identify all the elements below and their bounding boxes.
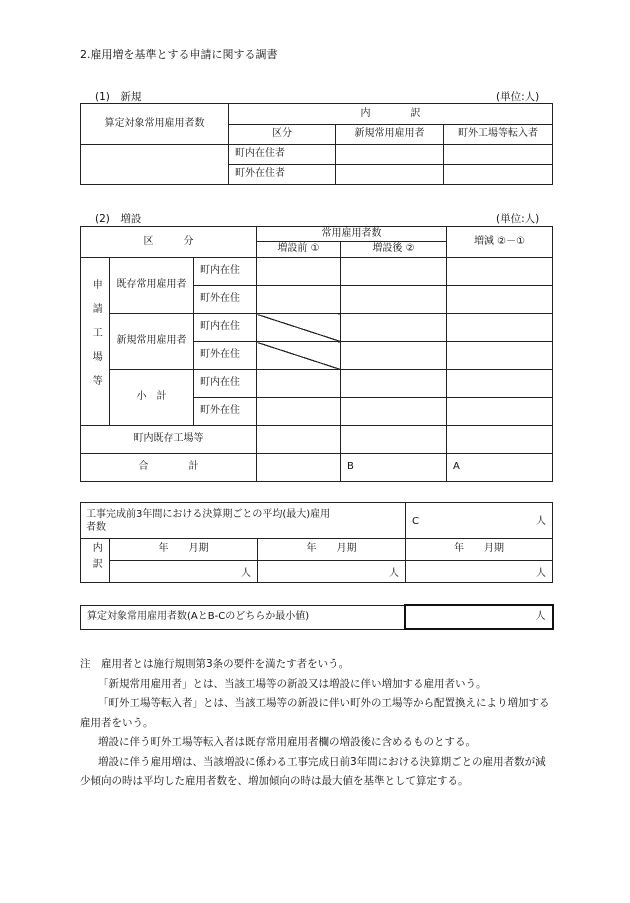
after-header: 増設後 ② bbox=[341, 242, 447, 258]
subtotal-in-before[interactable] bbox=[257, 370, 341, 398]
section1-unit: (単位:人) bbox=[496, 91, 540, 103]
residence-out-town: 町外在住 bbox=[194, 398, 257, 426]
new-out-after[interactable] bbox=[341, 342, 447, 370]
cell-new-in-town[interactable] bbox=[336, 145, 444, 165]
category-header: 区 分 bbox=[81, 227, 257, 258]
employee-count-header: 常用雇用者数 bbox=[257, 227, 447, 242]
expansion-table bbox=[80, 226, 553, 482]
new-in-before-crossed bbox=[257, 314, 341, 342]
section2-heading: (2) 増設 bbox=[95, 213, 142, 225]
existing-factory-before[interactable] bbox=[257, 426, 341, 454]
subtotal-in-after[interactable] bbox=[341, 370, 447, 398]
unit-person: 人 bbox=[536, 516, 546, 527]
cell-new-out-town[interactable] bbox=[336, 165, 444, 185]
total-label: 合 計 bbox=[81, 454, 257, 482]
note-2: 「新規常用雇用者」とは、当該工場等の新設又は増設に伴い増加する雇用者いう。 bbox=[98, 677, 487, 690]
existing-factory-change[interactable] bbox=[447, 426, 553, 454]
final-target-value[interactable]: 人 bbox=[405, 605, 553, 629]
applicant-factory-label: 申請工場等 bbox=[81, 258, 110, 426]
breakdown-side-label: 内訳 bbox=[81, 539, 110, 583]
total-before[interactable] bbox=[257, 454, 341, 482]
new-in-after[interactable] bbox=[341, 314, 447, 342]
subtotal-out-change[interactable] bbox=[447, 398, 553, 426]
new-employee-header: 新規常用雇用者 bbox=[336, 125, 444, 145]
average-employees-table bbox=[80, 502, 553, 539]
cell-transfer-out-town[interactable] bbox=[444, 165, 553, 185]
period-1-count[interactable]: 人 bbox=[110, 561, 258, 583]
section2-unit: (単位:人) bbox=[496, 213, 540, 225]
existing-in-before[interactable] bbox=[257, 258, 341, 286]
breakdown-periods-table bbox=[80, 538, 553, 583]
transfer-header: 町外工場等転入者 bbox=[444, 125, 553, 145]
total-change-mark-a[interactable]: A bbox=[447, 454, 553, 482]
section1-heading: (1) 新規 bbox=[95, 91, 142, 103]
period-3[interactable]: 年 月期 bbox=[406, 539, 553, 561]
new-employees-label: 新規常用雇用者 bbox=[110, 314, 194, 370]
existing-out-before[interactable] bbox=[257, 286, 341, 314]
notes bbox=[80, 655, 555, 792]
document-title: 2.雇用増を基準とする申請に関する調書 bbox=[80, 48, 278, 61]
existing-factory-after[interactable] bbox=[341, 426, 447, 454]
row-resident-in-town: 町内在住者 bbox=[229, 145, 336, 165]
note-1: 注 雇用者とは施行規則第3条の要件を満たす者をいう。 bbox=[80, 658, 350, 670]
residence-out-town: 町外在住 bbox=[194, 342, 257, 370]
note-4: 増設に伴う町外工場等転入者は既存常用雇用者欄の増設後に含めるものとする。 bbox=[98, 736, 476, 748]
new-out-change[interactable] bbox=[447, 342, 553, 370]
new-out-before-crossed bbox=[257, 342, 341, 370]
existing-employees-label: 既存常用雇用者 bbox=[110, 258, 194, 314]
target-employees-label: 算定対象常用雇用者数 bbox=[81, 104, 229, 145]
average-employees-value[interactable] bbox=[406, 503, 553, 539]
subtotal-out-before[interactable] bbox=[257, 398, 341, 426]
existing-factory-label: 町内既存工場等 bbox=[81, 426, 257, 454]
note-3: 「町外工場等転入者」とは、当該工場等の新設に伴い町外の工場等から配置換えにより増加する雇用者をいう。 bbox=[80, 697, 550, 729]
period-2-count[interactable]: 人 bbox=[258, 561, 406, 583]
before-header: 増設前 ① bbox=[257, 242, 341, 258]
final-target-label: 算定対象常用雇用者数(AとB-Cのどちらか最小値) bbox=[81, 605, 405, 629]
period-2[interactable]: 年 月期 bbox=[258, 539, 406, 561]
note-5: 増設に伴う雇用増は、当該増設に係わる工事完成日前3年間における決算期ごとの雇用者数が減少傾向の時は平均した雇用者数を、増加傾向の時は最大値を基準として算定する。 bbox=[80, 755, 546, 787]
residence-in-town: 町内在住 bbox=[194, 258, 257, 286]
period-3-count[interactable]: 人 bbox=[406, 561, 553, 583]
category-header: 区分 bbox=[229, 125, 336, 145]
target-employees-value[interactable] bbox=[81, 145, 229, 185]
existing-out-change[interactable] bbox=[447, 286, 553, 314]
period-1[interactable]: 年 月期 bbox=[110, 539, 258, 561]
new-in-change[interactable] bbox=[447, 314, 553, 342]
cell-transfer-in-town[interactable] bbox=[444, 145, 553, 165]
mark-c: C bbox=[412, 516, 419, 527]
existing-out-after[interactable] bbox=[341, 286, 447, 314]
row-resident-out-town: 町外在住者 bbox=[229, 165, 336, 185]
residence-out-town: 町外在住 bbox=[194, 286, 257, 314]
subtotal-out-after[interactable] bbox=[341, 398, 447, 426]
new-table bbox=[80, 103, 553, 185]
residence-in-town: 町内在住 bbox=[194, 370, 257, 398]
final-target-table bbox=[80, 604, 554, 630]
average-employees-label: 工事完成前3年間における決算期ごとの平均(最大)雇用者数 bbox=[81, 503, 406, 539]
existing-in-after[interactable] bbox=[341, 258, 447, 286]
subtotal-label: 小 計 bbox=[110, 370, 194, 426]
change-header: 増減 ②－① bbox=[447, 227, 553, 258]
breakdown-header: 内 訳 bbox=[229, 104, 553, 125]
total-after-mark-b[interactable]: B bbox=[341, 454, 447, 482]
existing-in-change[interactable] bbox=[447, 258, 553, 286]
residence-in-town: 町内在住 bbox=[194, 314, 257, 342]
subtotal-in-change[interactable] bbox=[447, 370, 553, 398]
